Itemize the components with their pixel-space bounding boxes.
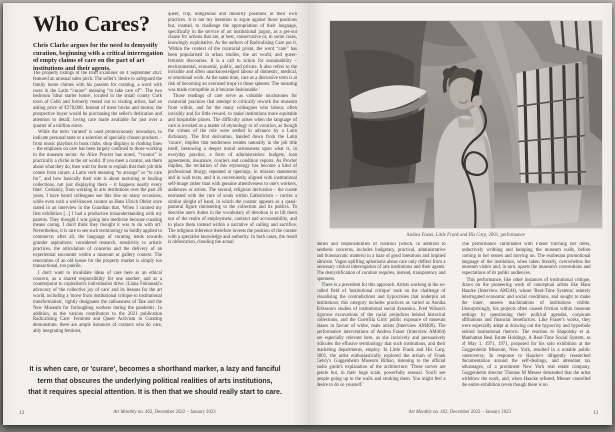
pull-quote-line: It is when care, or 'curare', becomes a shorthand marker, a lazy and fanciful [29,366,281,373]
text-column-4 [462,242,591,409]
article-headline: Who Cares? [33,11,150,36]
body-paragraph: I don't want to invalidate ideas of care here as an ethical concern, as a shared responsibility for one another, and as a counterpoint to capitalism's individualist drive. iLiana Fokianaki's advocacy of 'the collective joy of care' and its lessons for the art world, including a 'move from institutional critique to institutional transformation', rightly designates the callousness of Tate and the New Museum for furloughing workers during the pandemic. In addition, as the various contributors to the 2021 publication Radicalising Care: Feminist and Queer Activism in Curating demonstrate, there are ample instances of curators who do care, ably integrating feminist, [33,270,162,335]
issue-details: no. 462, December 2022 – January 2023 [136,410,216,415]
journal-name: Art Monthly [113,410,137,415]
body-paragraph: While the term 'curated' is used promiscuously nowadays, to indicate personal taste or a selection of specially chosen products – from music playlists to book clubs, shop displays to clothing lines – the emphasis on care has been largely confined to those working in the museum sector. As Alice Procter has noted, '“curator” is practically a cliché in the art world. If you meet a curator, ask them about what they do, then wait for them to explain that their job title comes from curare, a Latin verb meaning “to arrange” or “to care for”, and how basically their role is about nurturing or healing collections, not just displaying them – it happens nearly every time'. Certainly, from working in arts institutions over the past 20 years, I have heard colleagues use this line on many occasions, while even such a well-known curator as Hans Ulrich Obrist once stated in an interview in the Guardian that, 'When I curated my first exhibition [...] I had a productive misunderstanding with my parents. They thought I was going into medicine because curating means caring. I don't think they thought it was to do with art.' Nevertheless, it is rare to see such terminology so boldly applied to commerce; after all, the language of curating tends towards grander aspirations; considered research, sensitivity to artistic practices, the articulation of concerns and the delivery of an experiential encounter within a museum or gallery context. The renovation of an old house for the property market is simply too transactional, too puerile. [33,129,162,270]
photo-caption [330,233,602,238]
andrea-fraser-photo [330,21,602,228]
text-column-3 [317,242,446,409]
body-paragraph: Those readings of care serve as valuable touchstones for curatorial practices that attempt to critically rework the museum from within, and for the many colleagues who labour, often invisibly and for little reward, to make institutions more equitable and hospitable places. The difficulty arises when the language of care is invoked as a matter of etymology or of vocation, as though the virtues of the role were settled in advance by a Latin dictionary. The first derivation, handed down from the Latin 'curare', implies that tenderness resides naturally in the job title itself, bestowing a deeper moral seriousness upon what is, in everyday practice, a form of administration: budgets, loan agreements, insurance, couriers and condition reports. As Procter implies, the recitation of this etymology has become a kind of professional liturgy, repeated at openings, in mission statements and in wall texts, and it is conveniently aligned with institutional self-image rather than with genuine attentiveness to one's workers, audiences or artists. The second, religious derivation – the curate entrusted with the cure of souls within Catholicism – carries a similar sleight of hand, in which the curator appears as a quasi-pastoral figure ministering to the collection and its publics. To describe one's duties in the vocabulary of devotion is to lift them out of the realm of employment, contract and accountability, and to place them instead within a narrative of calling and sacrifice. The religious inference therefore invests the position of the curator with a specialist knowledge and authority. In both cases, the result is obfuscation, clouding the actual [168,94,297,246]
issue-line [33,410,296,415]
body-paragraph: The performance culminated with Fraser hitching her dress, seductively writhing and humping the museum walls, before coming to her senses and moving on. The exuberant promotional language of the institution, when taken literally, overwhelms the museum visitor and, in turn, upsets the museum's conventions and expectations of its public audiences. [461,242,591,277]
body-paragraph: This performance, like other instances of institutional critique, draws on the pioneering work of conceptual artists like Hans Haacke (Interview AM244), whose 'Real-Time Systems' astutely interrogated economic and social conditions, and sought to make the inner, unseen machinations of institutions visible. Unsurprisingly, his projects often caused friction within museum settings by questioning their political agendas, corporate affiliations and financial benefactors. Like Fraser's works, they were especially adept at drawing out the hypocrisy and hyperbole behind institutional rhetoric. The reaction to Shapolsky et al. Manhattan Real Estate Holdings, A Real-Time Social System, as of May 1, 1971, 1971, proposed for his solo exhibition at the Guggenheim Museum, New York, resulted in a notable public controversy. In response to Haacke's diligently researched documentation around the self-dealings, and attendant tax advantages, of a prominent New York real estate company, Guggenheim director Thomas M Messer demanded that the artist withdraw the work, and, when Haacke refused, Messer cancelled the entire exhibition (even though there is no [461,277,591,388]
text-column-1 [33,71,162,359]
pull-quote [15,364,295,399]
body-paragraph: There is a precedent for this approach. Artists working in the so-called field of 'institutional critique' took on the challenge of visualising the contradictions and hypocrisies that underpin art institutions; this category includes practices as varied as Annika Eriksson's studies of institutional social dynamics, Fred Wilson's rigorous excavations of the racial prejudices behind historical collections, and the Guerrilla Girls' public exposure of museum biases in favour of white, male artists (Interview AM400). The performative interventions of Andrea Fraser (Interview AM464) are especially relevant here, as she incisively and persuasively ridicules the effusive terminology that such institutions, and their marketing departments, employ. In Little Frank and His Carp, 2001, the artist enthusiastically explored the atrium of Frank Gehry's Guggenheim Museum Bilbao, listening to the official audio guide's explanation of the architecture: 'These curves are gentle but, in their huge scale, powerfully sensual. You'll see people going up to the walls and stroking them. You might feel a desire to do so yourself.' [316,283,446,388]
article-standfirst: Chris Clarke argues for the need to demystify curation, beginning with a critical interrogation of empty claims of care on the part of art institutions and their agents. [33,42,164,73]
pull-quote-line: that it requires special attention. It is then that we should really start to care. [28,389,282,397]
page-number: 12 [19,410,25,416]
body-paragraph: queer, crip, indigenous and minority positions in their own practices. It is not my intention to argue against those positions but, instead, to challenge the appropriation of their language, specifically in the service of art institutional jargon, as a get-out clause for actions that are, at best, conservative or, in some cases, knowingly exploitative. As the authors of Radicalising Care put it, 'Within the context of the curatorial prism, the word “care” has been popularised in urban studies, the art world, and queer-feminist discourses. It is a call to action for sustainability – environmental, economic, public, and private. It also refers to the invisible and often unacknowledged labour of domestic, medical, or emotional work. At the same time, care as a discursive term is at risk of becoming an overused trope in those spheres. The meaning was made corruptible as it became fashionable.' [168,12,297,93]
page-left [3,3,308,425]
page-right [308,3,613,425]
photo-illustration [330,21,602,228]
caption-artist: Andrea Fraser, [406,233,436,238]
body-paragraph: duties and responsibilities of curation (which, in addition to aesthetic concerns, includes budgetary, practical, administrative and bureaucratic matters) in a haze of good intentions and implied altruism. Vague uplifting aphorisms about care only deflect from a necessary critical interrogation of arts institutions and their agents. The demystification of curation requires, instead, transparency and openness. [316,242,446,283]
issue-line [308,410,613,415]
page-number: 13 [592,410,598,416]
text-column-2 [168,12,297,359]
issue-details: no. 462, December 2022 – January 2023 [431,410,511,415]
journal-name: Art Monthly [408,410,432,415]
caption-title: Little Frank and His Carp [435,233,487,238]
magazine-spread [3,3,612,425]
caption-details: , 2001, performance [486,233,525,238]
body-paragraph: The property listings of the Irish Examiner on 4 September 2021 featured an unusual sales pitch. The seller's 'desire to safeguard the family home chimes with his passion for curating, a word with roots in the Latin “curare” meaning “to take care of”'. The two bedroom 'ideal starter home', located in the small county Cork town of Cobh and formerly rented out to visiting artists, had an asking price of €270,000. Instead of mere bricks and mortar, the prospective buyer would be purchasing the seller's dedication and attention to detail; loving care made available for just over a quarter of a million euros. [33,71,162,129]
pull-quote-line: term that obscures the underlying political realities of arts institutions, [37,377,273,385]
